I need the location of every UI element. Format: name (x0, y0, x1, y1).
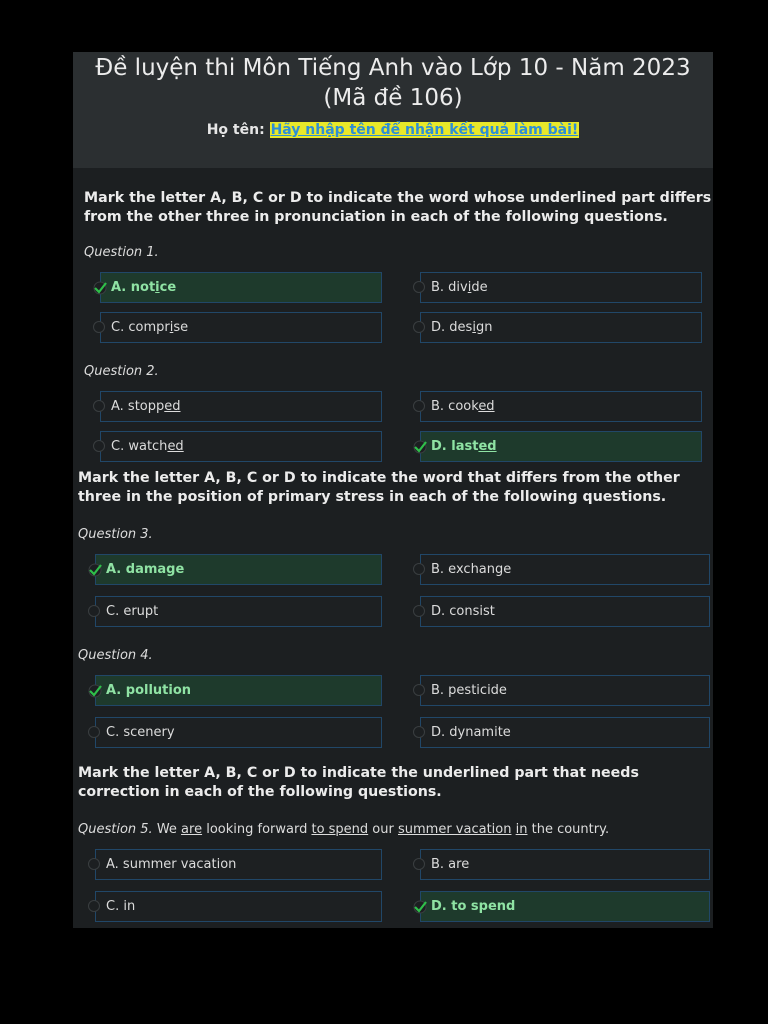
sentence-text: the country. (527, 822, 610, 837)
question-5-option-c[interactable] (95, 891, 382, 922)
option-text: se (173, 320, 189, 335)
option-text: D. des (431, 320, 473, 335)
option-text: ce (159, 280, 177, 295)
page-title: Đề luyện thi Môn Tiếng Anh vào Lớp 10 - Năm 2023 (95, 55, 691, 81)
enter-name-link[interactable]: Hãy nhập tên để nhận kết quả làm bài! (270, 122, 579, 138)
option-text: D. dynamite (431, 725, 511, 740)
radio-icon[interactable] (413, 858, 425, 870)
question-label: Question 5. (78, 822, 153, 837)
question-1-option-c[interactable] (100, 312, 382, 343)
option-text: D. last (431, 439, 479, 454)
option-underlined: ed (478, 399, 495, 414)
question-2-option-d[interactable] (420, 431, 702, 462)
option-text: D. consist (431, 604, 495, 619)
section-instruction-stress: Mark the letter A, B, C or D to indicate the word that differs from the other three in the position of primary stress in each of the following questions. (78, 470, 680, 505)
question-4-option-d[interactable] (420, 717, 710, 748)
question-1-option-b[interactable] (420, 272, 702, 303)
radio-icon[interactable] (413, 563, 425, 575)
sentence-underlined: to spend (311, 822, 369, 837)
question-label: Question 3. (78, 527, 153, 542)
option-underlined: i (169, 320, 174, 335)
option-text: A. pollution (106, 683, 192, 698)
question-1-option-d[interactable] (420, 312, 702, 343)
option-underlined: i (467, 280, 472, 295)
radio-icon[interactable] (413, 726, 425, 738)
exam-code: (Mã đề 106) (323, 85, 463, 111)
name-label: Họ tên: (206, 122, 265, 138)
question-2-option-c[interactable] (100, 431, 382, 462)
option-text: B. pesticide (431, 683, 507, 698)
option-text: A. damage (106, 562, 185, 577)
option-text: B. exchange (431, 562, 512, 577)
question-label: Question 1. (84, 245, 159, 260)
radio-icon[interactable] (88, 900, 100, 912)
option-text: de (471, 280, 488, 295)
sentence-text: We (152, 822, 182, 837)
section-instruction-pronunciation: Mark the letter A, B, C or D to indicate the word whose underlined part differs from the other three in pronunciation in each of the following questions. (84, 190, 712, 225)
radio-icon[interactable] (93, 400, 105, 412)
check-icon (413, 440, 427, 454)
option-text: A. not (111, 280, 156, 295)
sentence-text: looking forward (202, 822, 312, 837)
radio-icon[interactable] (413, 400, 425, 412)
question-5-prompt (78, 822, 609, 837)
option-text: A. stopp (111, 399, 165, 414)
check-icon (413, 900, 427, 914)
section-instruction-correction: Mark the letter A, B, C or D to indicate the underlined part that needs correction in each of the following questions. (78, 765, 639, 800)
option-underlined: i (155, 280, 160, 295)
question-4-option-b[interactable] (420, 675, 710, 706)
option-text: gn (475, 320, 493, 335)
option-text: D. to spend (431, 899, 516, 914)
question-5-option-b[interactable] (420, 849, 710, 880)
radio-icon[interactable] (413, 684, 425, 696)
option-text: C. erupt (106, 604, 159, 619)
name-row (73, 122, 713, 138)
option-text: C. watch (111, 439, 168, 454)
question-5-option-a[interactable] (95, 849, 382, 880)
sentence-text: our (368, 822, 398, 837)
option-text: B. cook (431, 399, 479, 414)
option-text: C. in (106, 899, 136, 914)
option-underlined: ed (167, 439, 184, 454)
check-icon (88, 563, 102, 577)
question-2-option-a[interactable] (100, 391, 382, 422)
question-3-option-a[interactable] (95, 554, 382, 585)
question-label: Question 2. (84, 364, 159, 379)
question-1-option-a[interactable] (100, 272, 382, 303)
radio-icon[interactable] (93, 321, 105, 333)
question-3-option-d[interactable] (420, 596, 710, 627)
radio-icon[interactable] (88, 605, 100, 617)
question-3-option-b[interactable] (420, 554, 710, 585)
check-icon (88, 684, 102, 698)
option-text: C. scenery (106, 725, 175, 740)
sentence-underlined: are (181, 822, 203, 837)
option-underlined: ed (478, 439, 497, 454)
option-text: B. div (431, 280, 468, 295)
radio-icon[interactable] (88, 858, 100, 870)
quiz-header (73, 52, 713, 168)
sentence-underlined: summer vacation (397, 822, 512, 837)
option-text: C. compr (111, 320, 170, 335)
radio-icon[interactable] (88, 726, 100, 738)
radio-icon[interactable] (413, 605, 425, 617)
question-5-option-d[interactable] (420, 891, 710, 922)
question-2-option-b[interactable] (420, 391, 702, 422)
question-3-option-c[interactable] (95, 596, 382, 627)
radio-icon[interactable] (413, 321, 425, 333)
sentence-underlined: in (515, 822, 528, 837)
quiz-page (73, 52, 713, 928)
radio-icon[interactable] (413, 281, 425, 293)
option-underlined: i (472, 320, 476, 335)
option-text: A. summer vacation (106, 857, 237, 872)
check-icon (93, 281, 107, 295)
radio-icon[interactable] (93, 440, 105, 452)
question-4-option-c[interactable] (95, 717, 382, 748)
option-text: B. are (431, 857, 470, 872)
question-4-option-a[interactable] (95, 675, 382, 706)
option-underlined: ed (164, 399, 181, 414)
question-label: Question 4. (78, 648, 153, 663)
